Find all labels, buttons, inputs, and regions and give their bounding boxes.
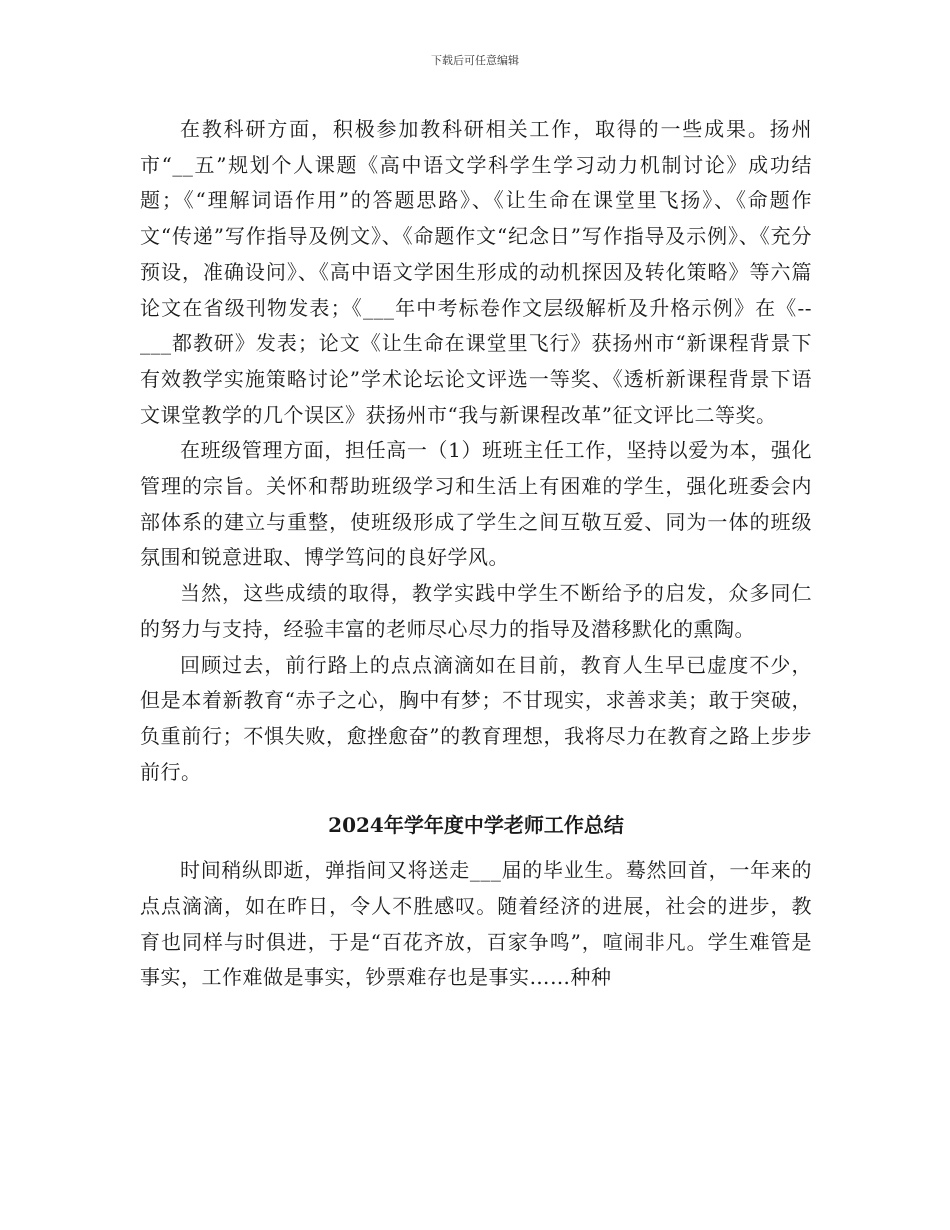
document-body	[140, 112, 812, 996]
paragraph-acknowledgement: 当然，这些成绩的取得，教学实践中学生不断给予的启发，众多同仁的努力与支持，经验丰富的老师尽心尽力的指导及潜移默化的熏陶。	[140, 581, 812, 641]
paragraph-research: 在教科研方面，积极参加教科研相关工作，取得的一些成果。扬州市“__五”规划个人课题《高中语文学科学生学习动力机制讨论》成功结题；《“理解词语作用”的答题思路》、《让生命在课堂里飞扬》、《命题作文“传递”写作指导及例文》、《命题作文“纪念日”写作指导及示例》、《充分预设，准确设问》、《高中语文学困生形成的动机探因及转化策略》等六篇论文在省级刊物发表；《___年中考标卷作文层级解析及升格示例》在《--___都教研》发表；论文《让生命在课堂里飞行》获扬州市“新课程背景下有效教学实施策略讨论”学术论坛论文评选一等奖、《透析新课程背景下语文课堂教学的几个误区》获扬州市“我与新课程改革”征文评比二等奖。	[140, 117, 812, 427]
paragraph-intro: 时间稍纵即逝，弹指间又将送走___届的毕业生。蓦然回首，一年来的点点滴滴，如在昨日，令人不胜感叹。随着经济的进展，社会的进步，教育也同样与时俱进，于是“百花齐放，百家争鸣”，喧闹非凡。学生难管是事实，工作难做是事实，钞票难存也是事实……种种	[140, 858, 812, 990]
paragraph-review: 回顾过去，前行路上的点点滴滴如在目前，教育人生早已虚度不少，但是本着新教育“赤子之心，胸中有梦；不甘现实，求善求美；敢于突破，负重前行；不惧失败，愈挫愈奋”的教育理想，我将尽力在教育之路上步步前行。	[140, 652, 812, 784]
page-header-note: 下载后可任意编辑	[431, 54, 519, 67]
section-title: 2024年学年度中学老师工作总结	[328, 813, 624, 838]
paragraph-class-management: 在班级管理方面，担任高一（1）班班主任工作，坚持以爱为本，强化管理的宗旨。关怀和帮助班级学习和生活上有困难的学生，强化班委会内部体系的建立与重整，使班级形成了学生之间互敬互爱、同为一体的班级氛围和锐意进取、博学笃问的良好学风。	[140, 438, 812, 570]
